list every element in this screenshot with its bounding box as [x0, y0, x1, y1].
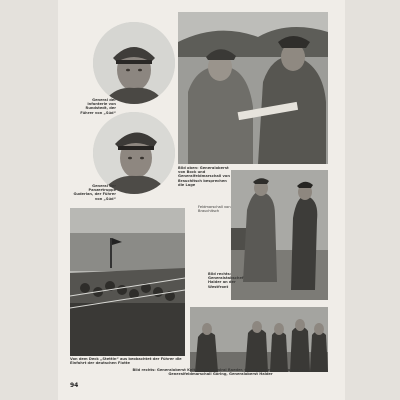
caption-photo-mid-left: Von dem Deck „Stettin“ aus beobachtet der Führer die Einfahrt der deutschen Flotte [70, 357, 182, 366]
caption-portrait-top: General der Infanterie von Rundstedt, der Führer von „Süd“ [80, 98, 116, 115]
photo-ship-deck [70, 208, 185, 356]
portrait-photo-bottom [93, 112, 175, 194]
caption-photo-top-right: Bild oben: Generaloberst von Bock und Generalfeldmarschall von Brauchitsch besprechen die Lage [178, 166, 230, 187]
caption-photo-mid-right: Bild rechts: Generalstabschef Halder an der Westfront [208, 272, 244, 289]
portrait-photo-top [93, 22, 175, 104]
caption-photo-bottom: Bild rechts: Generaloberst Keitel, Großadmiral Raeder, Generaloberst von Brauchitsch, Generalfeldmarschall Göring, Generaloberst Halder [132, 368, 309, 377]
page-number: 94 [70, 382, 79, 389]
photo-officers-field [231, 170, 328, 300]
caption-portrait-bottom: General der Panzertruppe Guderian, der Führer von „Süd“ [73, 184, 116, 201]
photo-group-officers [190, 307, 328, 372]
caption-photo-mid-right-side: Feldmarschall von Brauchitsch [198, 205, 231, 214]
photo-officers-top [178, 12, 328, 164]
magazine-page [58, 0, 345, 400]
